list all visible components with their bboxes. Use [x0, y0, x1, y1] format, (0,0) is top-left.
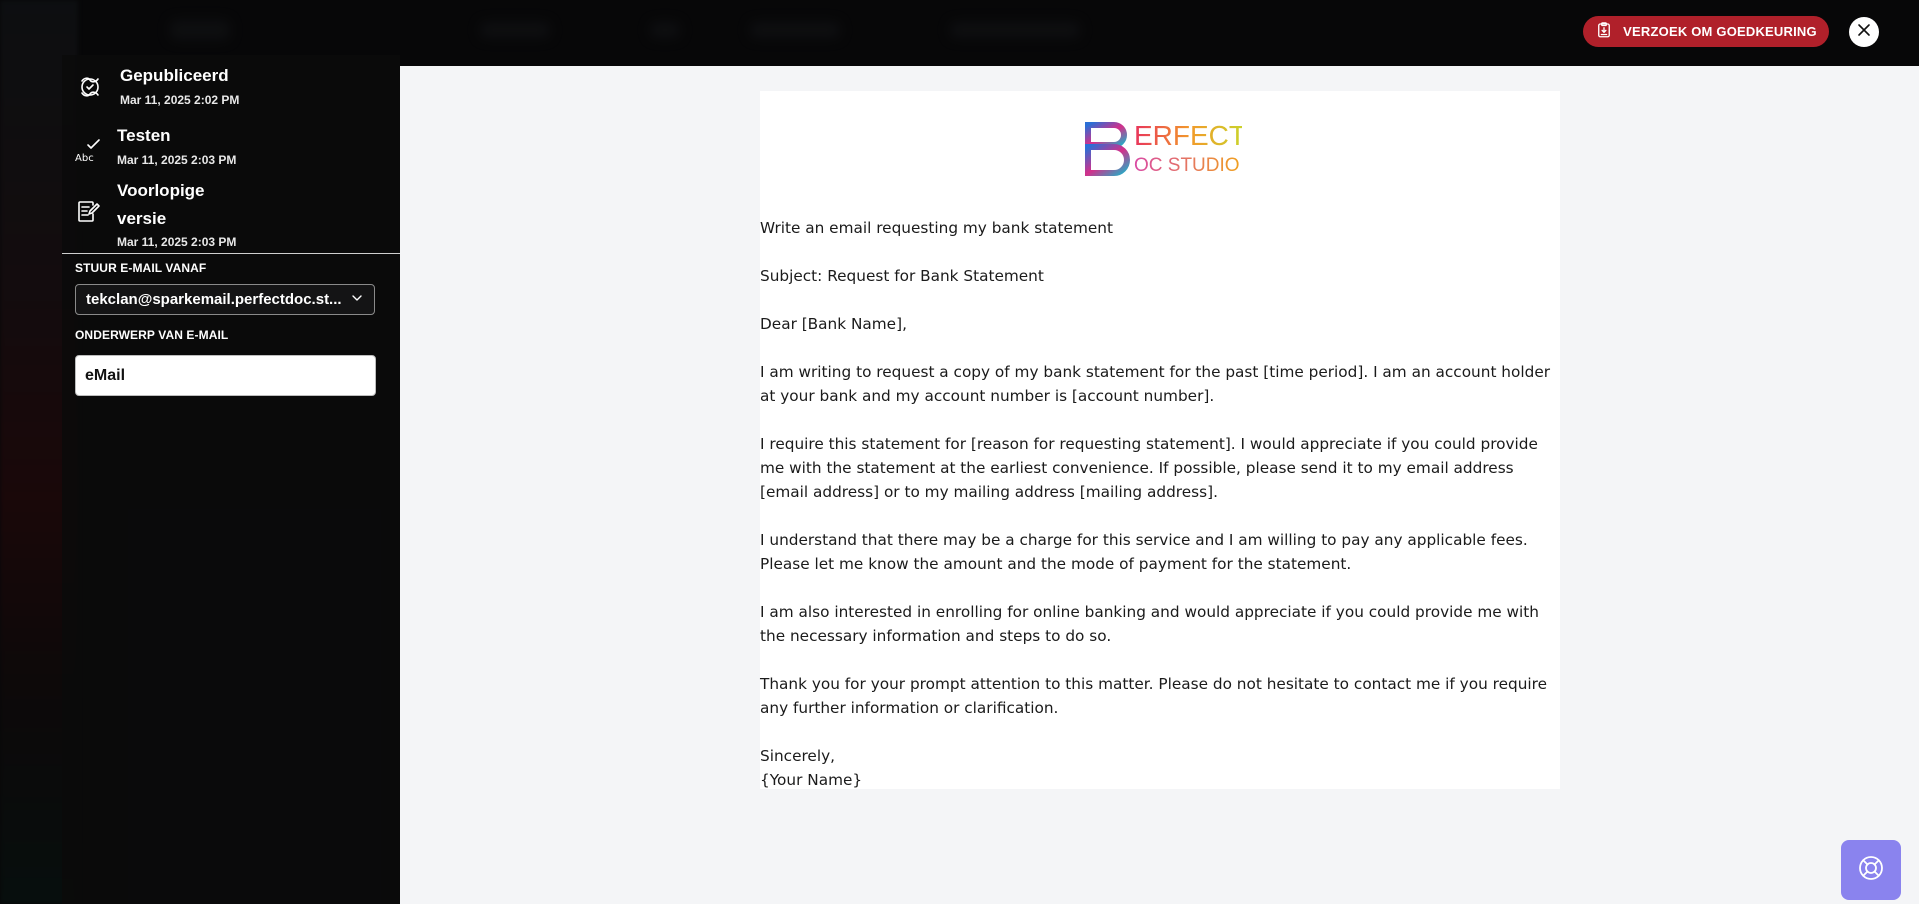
- logo-text-2: OC STUDIO: [1134, 155, 1240, 176]
- email-closing: Sincerely,: [760, 747, 836, 765]
- email-paragraph: Subject: Request for Bank Statement: [760, 267, 1044, 285]
- step-date: Mar 11, 2025 2:03 PM: [117, 153, 237, 167]
- step-title: Testen: [117, 126, 171, 145]
- company-logo: [1082, 119, 1242, 179]
- published-icon: [76, 73, 104, 101]
- spellcheck-icon: [74, 136, 102, 164]
- email-signature: {Your Name}: [760, 771, 863, 789]
- close-icon: [1857, 23, 1871, 42]
- email-paragraph: Dear [Bank Name],: [760, 315, 907, 333]
- email-paragraph: I require this statement for [reason for requesting statement]. I would appreciate if you could provide me with the statement at the earliest convenience. If possible, please send it to my email address [email address] or to my mailing address [mailing address].: [760, 435, 1538, 501]
- svg-text:Abc: Abc: [75, 153, 94, 164]
- from-label: STUUR E-MAIL VANAF: [75, 261, 207, 275]
- step-date: Mar 11, 2025 2:03 PM: [117, 235, 237, 249]
- email-body: [760, 216, 1560, 792]
- lifebuoy-icon: [1856, 853, 1886, 888]
- step-title: Gepubliceerd: [120, 66, 229, 85]
- step-date: Mar 11, 2025 2:02 PM: [120, 93, 240, 107]
- email-paragraph: I am writing to request a copy of my bank statement for the past [time period]. I am an account holder at your bank and my account number is [account number].: [760, 363, 1551, 405]
- request-approval-button[interactable]: [1583, 16, 1829, 47]
- email-document: [760, 91, 1560, 789]
- email-paragraph: I understand that there may be a charge for this service and I am willing to pay any applicable fees. Please let me know the amount and the mode of payment for the statement.: [760, 531, 1528, 573]
- subject-input[interactable]: [75, 355, 376, 396]
- step-title-line1: Voorlopige: [117, 181, 205, 200]
- close-button[interactable]: [1849, 17, 1879, 47]
- email-paragraph: I am also interested in enrolling for online banking and would appreciate if you could provide me with the necessary information and steps to do so.: [760, 603, 1539, 645]
- step-title-line2: versie: [117, 209, 167, 228]
- subject-label: ONDERWERP VAN E-MAIL: [75, 328, 229, 342]
- logo-text-1: ERFECT: [1134, 120, 1242, 151]
- draft-icon: [74, 197, 102, 225]
- divider: [62, 253, 400, 254]
- from-address-select[interactable]: [75, 284, 375, 315]
- chevron-down-icon: [344, 291, 364, 309]
- request-approval-label: VERZOEK OM GOEDKEURING: [1623, 24, 1817, 39]
- from-address-value: tekclan@sparkemail.perfectdoc.st...: [86, 291, 342, 308]
- email-paragraph: Write an email requesting my bank statement: [760, 219, 1113, 237]
- email-paragraph: Thank you for your prompt attention to this matter. Please do not hesitate to contact me if you require any further information or clarification.: [760, 675, 1548, 717]
- clipboard-icon: [1595, 21, 1613, 42]
- email-preview-area: [400, 66, 1919, 904]
- status-side-panel: [62, 55, 400, 904]
- help-button[interactable]: [1841, 840, 1901, 900]
